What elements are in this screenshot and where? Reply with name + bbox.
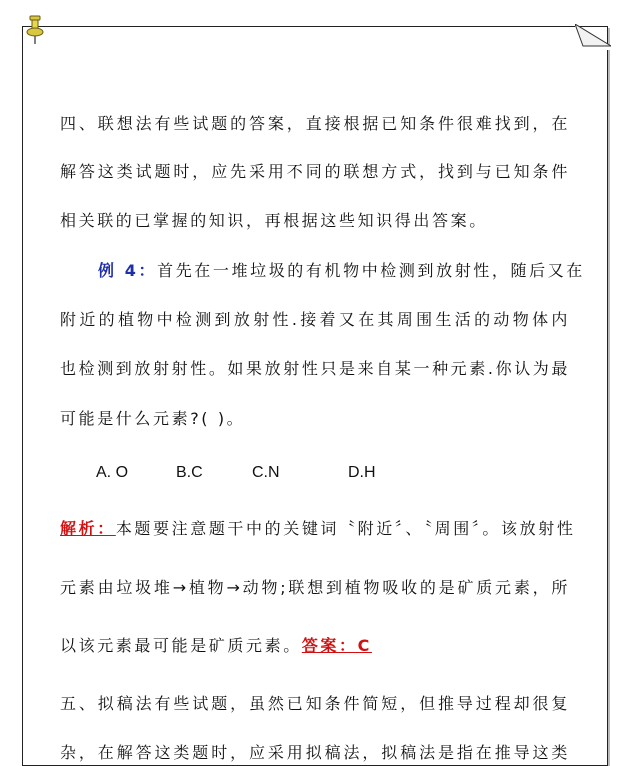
text-line: 杂，在解答这类题时，应采用拟稿法，拟稿法是指在推导这类 xyxy=(60,743,570,762)
pushpin-icon xyxy=(24,14,46,46)
text-line: 解答这类试题时，应先采用不同的联想方式，找到与已知条件 xyxy=(60,162,570,181)
analysis-label: 解析： xyxy=(60,519,116,538)
example-label: 例 4： xyxy=(98,261,158,280)
answer-line xyxy=(60,636,570,656)
answer-label: 答案：C xyxy=(301,636,372,655)
analysis-text: 本题要注意题干中的关键词〝附近〞、〝周围〞。该放射性 xyxy=(115,519,576,538)
option-b: B.C xyxy=(176,464,203,481)
analysis-text: 以该元素最可能是矿质元素。 xyxy=(60,636,302,655)
option-d: D.H xyxy=(348,464,376,481)
option-c: C.N xyxy=(252,464,280,481)
page-curl-icon xyxy=(575,24,611,50)
text-line: 也检测到放射射性。如果放射性只是来自某一种元素.你认为最 xyxy=(60,359,570,378)
text-line: 相关联的已掌握的知识，再根据这些知识得出答案。 xyxy=(60,211,488,230)
text-line: 可能是什么元素?( )。 xyxy=(60,409,246,428)
text-line: 四、联想法有些试题的答案，直接根据已知条件很难找到，在 xyxy=(60,114,570,133)
text-line: 附近的植物中检测到放射性.接着又在其周围生活的动物体内 xyxy=(60,310,570,329)
text-line: 元素由垃圾堆→植物→动物;联想到植物吸收的是矿质元素，所 xyxy=(60,578,570,597)
example-text: 首先在一堆垃圾的有机物中检测到放射性，随后又在 xyxy=(157,261,585,280)
example-paragraph xyxy=(98,261,585,281)
option-a: A. O xyxy=(96,464,129,481)
text-line: 五、拟稿法有些试题，虽然已知条件简短，但推导过程却很复 xyxy=(60,694,570,713)
analysis-paragraph xyxy=(60,519,576,539)
